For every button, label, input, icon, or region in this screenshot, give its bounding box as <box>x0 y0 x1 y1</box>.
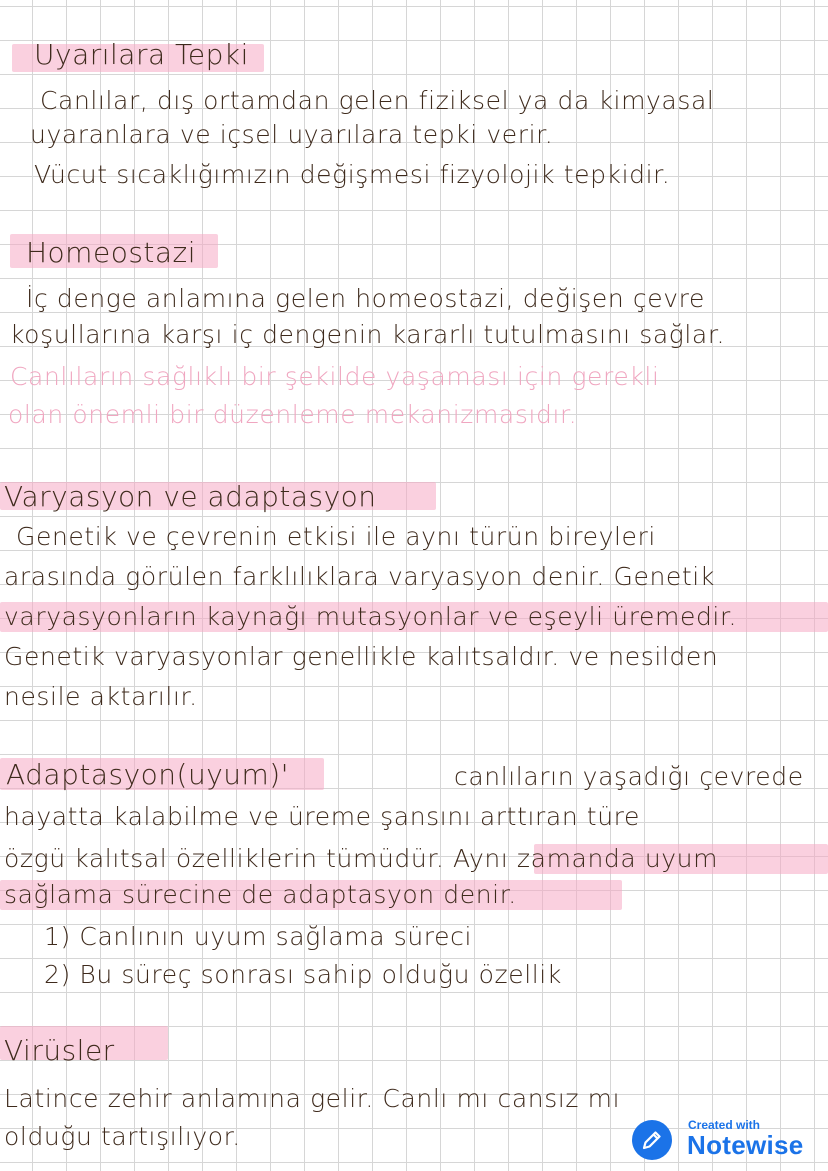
text-line: canlıların yaşadığı çevrede <box>454 762 804 791</box>
text-line: uyaranlara ve içsel uyarılara tepki verir. <box>30 120 554 149</box>
section-heading: Varyasyon ve adaptasyon <box>4 480 377 513</box>
badge-created-with: Created with <box>688 1118 761 1132</box>
text-line: koşullarına karşı iç dengenin kararlı tutulmasını sağlar. <box>10 320 725 349</box>
text-line: özgü kalıtsal özelliklerin tümüdür. Aynı zamanda uyum <box>4 844 719 873</box>
notewise-badge <box>632 1118 822 1162</box>
badge-brand: Notewise <box>687 1130 804 1160</box>
pink-text-line: olan önemli bir düzenleme mekanizmasıdır. <box>8 400 578 429</box>
text-line: Genetik ve çevrenin etkisi ile aynı türün bireyleri <box>16 522 656 551</box>
pink-text-line: Canlıların sağlıklı bir şekilde yaşaması için gerekli <box>10 362 660 391</box>
list-item: 1) Canlının uyum sağlama süreci <box>44 922 472 951</box>
section-heading: Virüsler <box>4 1034 115 1067</box>
text-line: arasında görülen farklılıklara varyasyon denir. Genetik <box>4 562 715 591</box>
text-line: İç denge anlamına gelen homeostazi, değişen çevre <box>26 284 705 313</box>
section-heading: Adaptasyon(uyum)' <box>6 758 289 791</box>
text-line: nesile aktarılır. <box>4 682 198 711</box>
section-heading: Uyarılara Tepki <box>34 38 249 71</box>
text-line: sağlama sürecine de adaptasyon denir. <box>4 880 517 909</box>
text-line: Latince zehir anlamına gelir. Canlı mı cansız mı <box>4 1084 621 1113</box>
text-line: Genetik varyasyonlar genellikle kalıtsaldır. ve nesilden <box>4 642 719 671</box>
text-line: varyasyonların kaynağı mutasyonlar ve eşeyli üremedir. <box>4 602 738 631</box>
text-line: Vücut sıcaklığımızın değişmesi fizyolojik tepkidir. <box>34 160 671 189</box>
pencil-icon <box>632 1120 672 1160</box>
text-line: olduğu tartışılıyor. <box>4 1122 241 1151</box>
text-line: Canlılar, dış ortamdan gelen fiziksel ya da kimyasal <box>40 86 715 115</box>
list-item: 2) Bu süreç sonrası sahip olduğu özellik <box>44 960 562 989</box>
section-heading: Homeostazi <box>26 236 197 269</box>
text-line: hayatta kalabilme ve üreme şansını arttıran türe <box>4 802 640 831</box>
